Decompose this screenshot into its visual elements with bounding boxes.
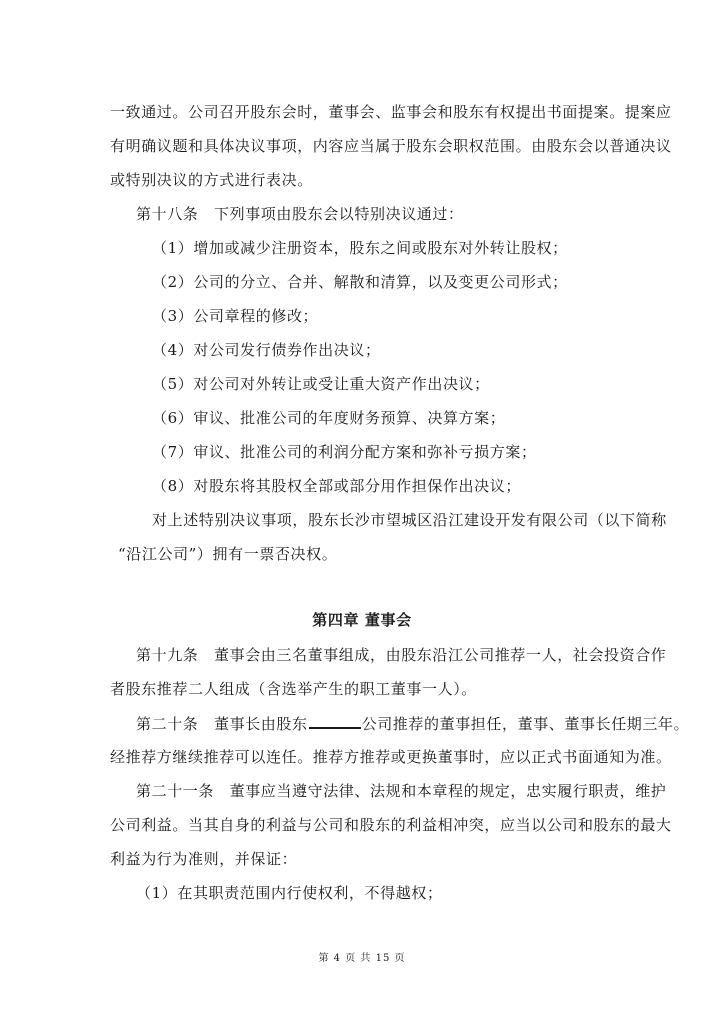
chapter-title: 第四章 董事会: [312, 611, 412, 629]
list-item: （1）在其职责范围内行使权利，不得越权；: [136, 884, 443, 902]
list-item: （7）审议、批准公司的利润分配方案和弥补亏损方案；: [152, 443, 537, 461]
article-21-line: 公司利益。当其自身的利益与公司和股东的利益相冲突，应当以公司和股东的最大: [110, 816, 672, 834]
article-20-text: 第二十条 董事长由股东: [136, 715, 308, 733]
article-19-line: 者股东推荐二人组成（含选举产生的职工董事一人）。: [110, 680, 477, 698]
article-20-line: [136, 713, 689, 734]
text-line: 有明确议题和具体决议事项，内容应当属于股东会职权范围。由股东会以普通决议: [110, 137, 672, 155]
article-20-text: 公司推荐的董事担任，董事、董事长任期三年。: [361, 715, 690, 733]
list-item: （3）公司章程的修改；: [152, 307, 319, 325]
page-number-footer: 第 4 页 共 15 页: [318, 953, 406, 964]
list-item: （2）公司的分立、合并、解散和清算，以及变更公司形式；: [152, 273, 568, 291]
article-21-line: 第二十一条 董事应当遵守法律、法规和本章程的规定，忠实履行职责，维护: [136, 782, 667, 800]
article-20-line: 经推荐方继续推荐可以连任。推荐方推荐或更换董事时，应以正式书面通知为准。: [110, 748, 672, 766]
text-line: “沿江公司”）拥有一票否决权。: [118, 545, 338, 563]
list-item: （1）增加或减少注册资本，股东之间或股东对外转让股权；: [152, 239, 568, 257]
text-line: 对上述特别决议事项，股东长沙市望城区沿江建设开发有限公司（以下简称: [152, 511, 667, 529]
list-item: （4）对公司发行债券作出决议；: [152, 341, 381, 359]
list-item: （8）对股东将其股权全部或部分用作担保作出决议；: [152, 477, 521, 495]
article-18-heading: 第十八条 下列事项由股东会以特别决议通过：: [136, 205, 464, 223]
text-line: 一致通过。公司召开股东会时，董事会、监事会和股东有权提出书面提案。提案应: [110, 103, 672, 121]
list-item: （5）对公司对外转让或受让重大资产作出决议；: [152, 375, 490, 393]
article-21-line: 利益为行为准则，并保证：: [110, 850, 298, 868]
fill-in-blank: [309, 713, 361, 729]
article-19-line: 第十九条 董事会由三名董事组成，由股东沿江公司推荐一人，社会投资合作: [136, 646, 667, 664]
text-line: 或特别决议的方式进行表决。: [110, 171, 313, 189]
list-item: （6）审议、批准公司的年度财务预算、决算方案；: [152, 409, 506, 427]
